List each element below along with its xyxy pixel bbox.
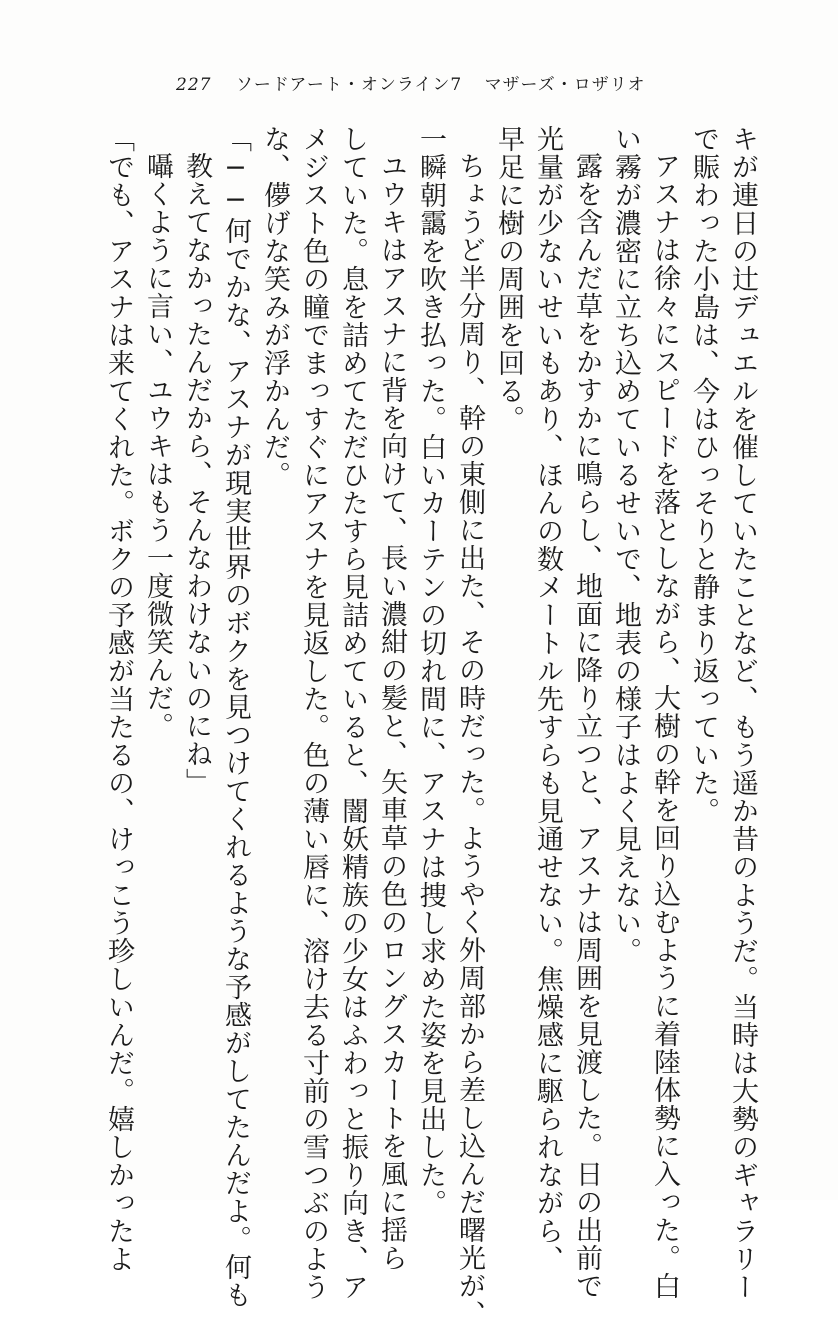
text-line-10: ユウキはアスナに背を向けて、長い濃紺の髪と、矢車草の色のロングスカートを風に揺ら <box>376 152 407 1272</box>
text-line-2: で賑わった小島は、今はひっそりと静まり返っていた。 <box>688 125 719 825</box>
text-line-9: 一瞬朝靄を吹き払った。白いカーテンの切れ間に、アスナは捜し求めた姿を見出した。 <box>415 125 446 1217</box>
text-line-7: 早足に樹の周囲を回る。 <box>493 125 524 433</box>
text-line-17: 「でも、アスナは来てくれた。ボクの予感が当たるの、けっこう珍しいんだ。嬉しかったよ <box>103 125 134 1273</box>
book-title: ソードアート・オンライン7 <box>235 75 463 95</box>
volume-subtitle: マザーズ・ロザリオ <box>484 75 646 95</box>
text-line-14: 「──何でかな、アスナが現実世界のボクを見つけてくれるような予感がしてたんだよ。何も <box>220 125 251 1309</box>
running-head <box>176 70 646 95</box>
text-line-12: メジスト色の瞳でまっすぐにアスナを見返した。色の薄い唇に、溶け去る寸前の雪つぶのよう <box>298 125 329 1301</box>
text-line-6: 光量が少ないせいもあり、ほんの数メートル先すらも見通せない。焦燥感に駆られながら、 <box>532 125 563 1273</box>
text-line-5: 露を含んだ草をかすかに鳴らし、地面に降り立つと、アスナは周囲を見渡した。日の出前で <box>571 152 602 1300</box>
text-line-11: していた。息を詰めてただひたすら見詰めていると、闇妖精族の少女はふわっと振り向き、ア <box>337 125 368 1301</box>
page-number: 227 <box>176 75 212 95</box>
vertical-body-text <box>103 125 762 1328</box>
text-line-1: キが連日の辻デュエルを催していたことなど、もう遥か昔のようだ。当時は大勢のギャラリー <box>727 125 758 1301</box>
text-line-13: な、儚げな笑みが浮かんだ。 <box>259 125 290 489</box>
text-line-16: 囁くように言い、ユウキはもう一度微笑んだ。 <box>142 152 173 740</box>
text-line-8: ちょうど半分周り、幹の東側に出た、その時だった。ようやく外周部から差し込んだ曙光が、 <box>454 152 485 1328</box>
text-line-15: 教えてなかったんだから、そんなわけないのにね」 <box>181 152 212 796</box>
text-line-4: い霧が濃密に立ち込めているせいで、地表の様子はよく見えない。 <box>610 125 641 965</box>
text-line-3: アスナは徐々にスピードを落としながら、大樹の幹を回り込むように着陸体勢に入った。白 <box>649 152 680 1300</box>
